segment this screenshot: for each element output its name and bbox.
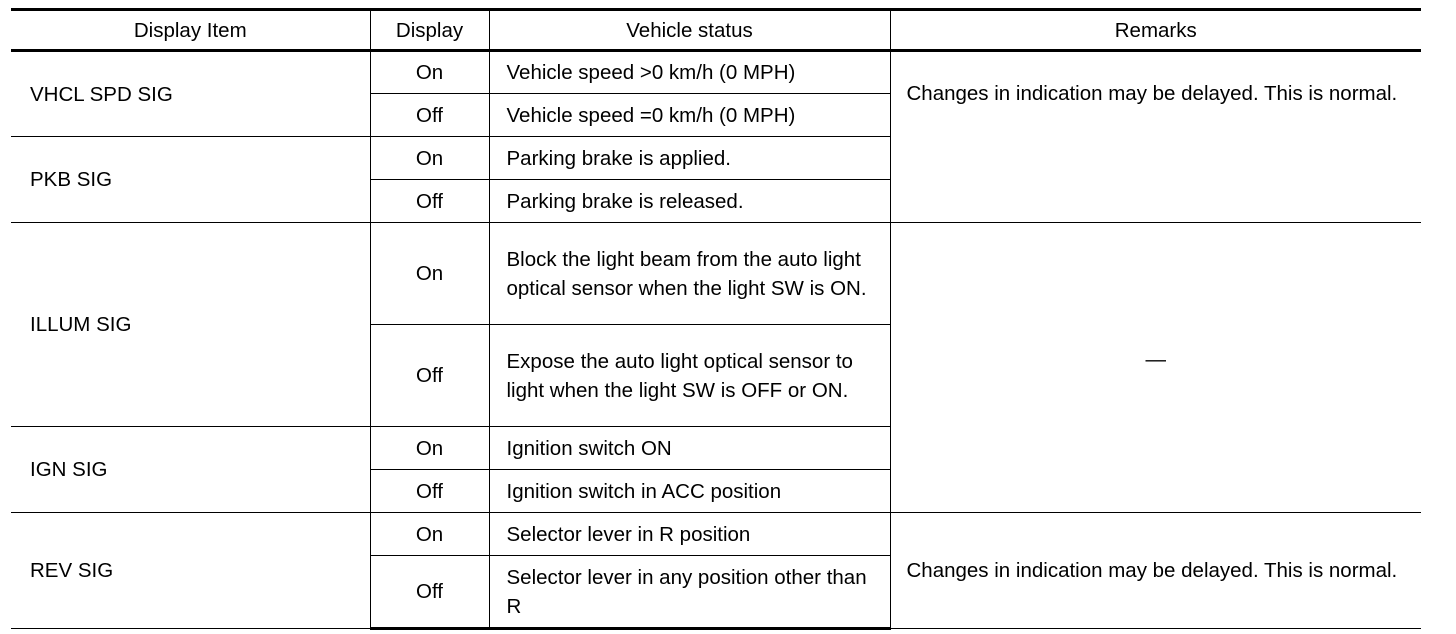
item-rev-sig: REV SIG [11,513,370,629]
display-value: Off [370,325,489,427]
display-value: Off [370,94,489,137]
vehicle-status: Selector lever in any position other than R [489,556,890,629]
display-value: On [370,51,489,94]
header-remarks: Remarks [890,10,1421,51]
vehicle-status: Vehicle speed =0 km/h (0 MPH) [489,94,890,137]
item-vhcl-spd-sig: VHCL SPD SIG [11,51,370,137]
signal-display-table [11,8,1421,630]
header-vehicle-status: Vehicle status [489,10,890,51]
remarks-delayed-indication: Changes in indication may be delayed. This is normal. [890,513,1421,629]
table-body [11,51,1421,629]
vehicle-status: Ignition switch in ACC position [489,470,890,513]
table-header [11,10,1421,51]
header-display-item: Display Item [11,10,370,51]
vehicle-status: Selector lever in R position [489,513,890,556]
vehicle-status: Vehicle speed >0 km/h (0 MPH) [489,51,890,94]
vehicle-status: Ignition switch ON [489,427,890,470]
display-value: On [370,137,489,180]
header-display: Display [370,10,489,51]
item-illum-sig: ILLUM SIG [11,223,370,427]
item-pkb-sig: PKB SIG [11,137,370,223]
table-row [11,51,1421,94]
display-value: On [370,513,489,556]
display-value: Off [370,556,489,629]
remarks-delayed-indication: Changes in indication may be delayed. This is normal. [890,51,1421,223]
item-ign-sig: IGN SIG [11,427,370,513]
display-value: On [370,427,489,470]
display-value: On [370,223,489,325]
table-row [11,223,1421,325]
vehicle-status: Block the light beam from the auto light optical sensor when the light SW is ON. [489,223,890,325]
vehicle-status: Parking brake is applied. [489,137,890,180]
display-value: Off [370,470,489,513]
display-value: Off [370,180,489,223]
remarks-dash: — [890,223,1421,513]
vehicle-status: Expose the auto light optical sensor to light when the light SW is OFF or ON. [489,325,890,427]
vehicle-status: Parking brake is released. [489,180,890,223]
table-row [11,513,1421,556]
